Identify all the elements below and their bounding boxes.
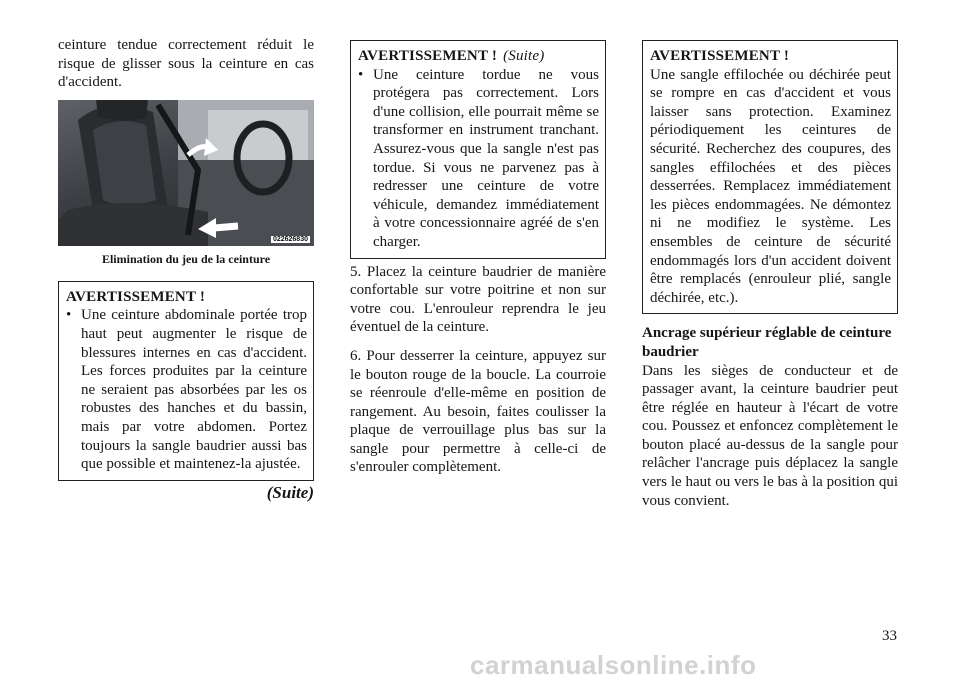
seat-belt-figure	[58, 100, 314, 246]
column-right	[642, 36, 898, 510]
warning-box-3	[642, 40, 898, 314]
car-seat-illustration	[58, 100, 314, 246]
warning-text: Une sangle effilochée ou déchirée peut se rompre en cas d'accident et vous laisser sans protection. Examinez périodiquement les ceintures de sécurité. Recherchez des coupures, des sangles effilochées et des pièces desserrées. Remplacez immédiatement les pièces endommagées. Ne démontez ni ne modifiez le système. Les ensembles de ceinture de sécurité endommagés lors d'un accident doivent être remplacés (enrouleur plié, sangle déchirée, etc.).	[650, 66, 891, 306]
column-middle	[350, 36, 606, 477]
bullet-icon: •	[358, 66, 364, 83]
step-6: 6. Pour desserrer la ceinture, appuyez sur le bouton rouge de la boucle. La courroie se réenroule d'elle-même en position de rangement. Au besoin, faites coulisser la plaque de verrouillage plus bas sur la sangle pour permettre à celle-ci de s'enrouler complètement.	[350, 347, 606, 476]
warning-bullet	[66, 306, 307, 473]
warning-title-text: AVERTISSEMENT !	[358, 48, 498, 64]
section-heading: Ancrage supérieur réglable de ceinture baudrier	[642, 325, 892, 360]
figure-caption: Elimination du jeu de la ceinture	[101, 251, 271, 266]
warning-text: Une ceinture tordue ne vous protégera pas correctement. Lors d'une collision, elle pourrait même se transformer en instrument tranchant. Assurez-vous que la sangle n'est pas tordue. Si vous ne parvenez pas à redresser une ceinture de votre véhicule, demandez immédiatement à votre concessionnaire agréé de s'en charger.	[373, 66, 599, 250]
bullet-icon: •	[66, 307, 72, 324]
warning-box-2	[350, 40, 606, 259]
section-paragraph: Dans les sièges de conducteur et de passager avant, la ceinture baudrier peut être réglée en hauteur à l'écart de votre cou. Poussez et enfoncez complètement le bouton placé au-dessus de la sangle pour relâcher l'ancrage puis déplacez la sangle vers le haut ou vers le bas à la position qui vous convient.	[642, 362, 898, 509]
column-left	[58, 36, 314, 503]
intro-paragraph: ceinture tendue correctement réduit le risque de glisser sous la ceinture en cas d'accident.	[58, 37, 314, 91]
warning-title	[358, 47, 599, 66]
warning-bullet	[358, 66, 599, 252]
warning-box-1	[58, 281, 314, 481]
warning-title: AVERTISSEMENT !	[66, 288, 206, 305]
warning-suite: (Suite)	[503, 48, 545, 64]
continued-label: (Suite)	[266, 482, 314, 502]
figure-code: 022626830	[272, 235, 308, 243]
page-number: 33	[882, 628, 897, 644]
step-5: 5. Placez la ceinture baudrier de manière confortable sur votre poitrine et non sur votre cou. L'enrouleur reprendra le jeu éventuel de la ceinture.	[350, 263, 606, 336]
warning-text: Une ceinture abdominale portée trop haut peut augmenter le risque de blessures internes en cas d'accident. Les forces produites par la ceinture ne seraient pas absorbées par les os robustes des hanches et du bassin, mais par votre abdomen. Portez toujours la sangle baudrier aussi bas que possible et maintenez-la ajustée.	[81, 307, 307, 473]
warning-title: AVERTISSEMENT !	[650, 48, 790, 64]
watermark: carmanualsonline.info	[470, 650, 757, 680]
